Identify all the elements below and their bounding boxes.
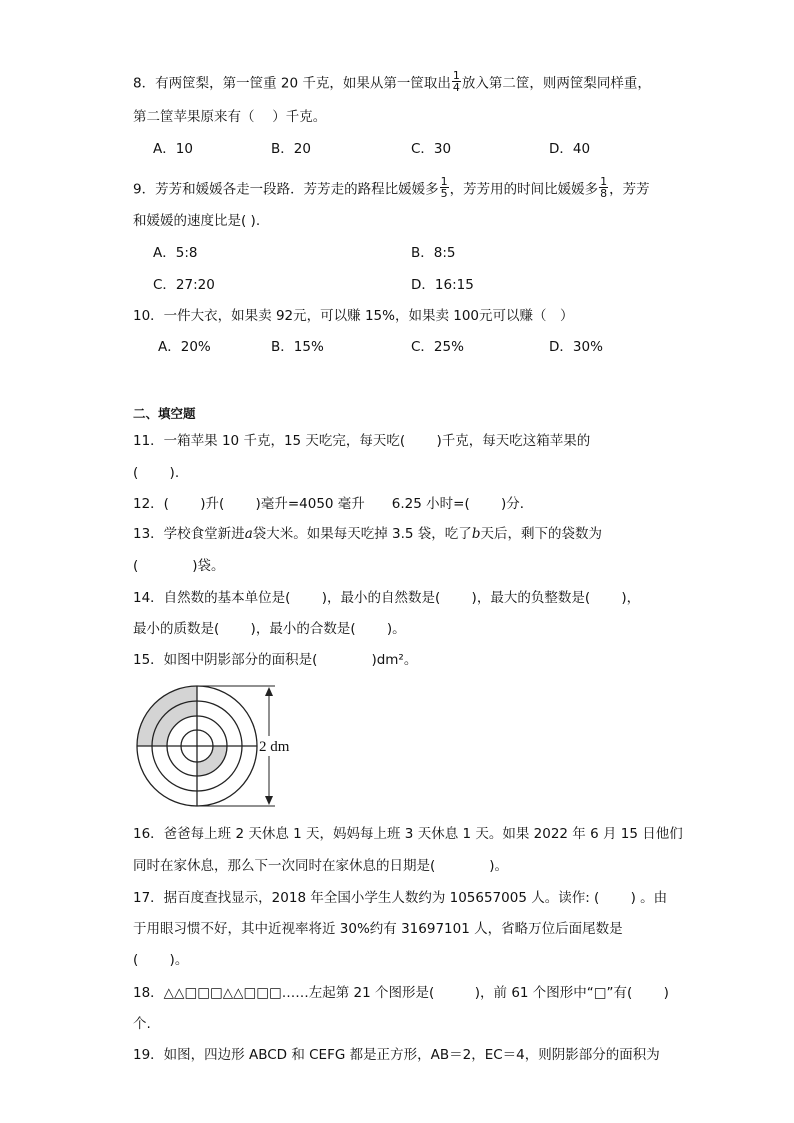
q14-line1: 14．自然数的基本单位是( )，最小的自然数是( )，最大的负整数是( )， [133, 590, 641, 606]
q13-text-c: 天后，剩下的袋数为 [480, 526, 602, 542]
q9-text-a: 9．芳芳和媛媛各走一段路．芳芳走的路程比媛媛多 [133, 181, 439, 198]
q10-line1: 10．一件大衣，如果卖 92元，可以赚 15%，如果卖 100元可以赚（ ） [133, 308, 574, 324]
q19-line1: 19．如图，四边形 ABCD 和 CEFG 都是正方形，AB＝2，EC＝4，则阴影部分的面积为 [133, 1047, 660, 1063]
q11-line1: 11．一箱苹果 10 千克，15 天吃完，每天吃( )千克，每天吃这箱苹果的 [133, 433, 591, 449]
dimension-label: 2 dm [259, 739, 290, 755]
q9-fraction-2: $\frac{1}{8}$ [600, 175, 608, 200]
q8-text-a: 8．有两筐梨，第一筐重 20 千克，如果从第一筐取出 [133, 75, 451, 92]
q9-line1 [133, 175, 650, 201]
q15-line1: 15．如图中阴影部分的面积是( )dm²。 [133, 652, 418, 668]
q8-line1 [133, 69, 651, 95]
q13-var-b: b [471, 526, 481, 542]
q9-line2: 和媛媛的速度比是( ). [133, 213, 261, 229]
q17-line1: 17．据百度查找显示，2018 年全国小学生人数约为 105657005 人。读作: ( ) 。由 [133, 890, 668, 906]
dimension-arrow-up [265, 687, 273, 696]
q12-line1: 12．( )升( )毫升=4050 毫升 6.25 小时=( )分． [133, 496, 534, 512]
q8-line2: 第二筐苹果原来有（ ）千克。 [133, 109, 327, 125]
q16-line1: 16．爸爸每上班 2 天休息 1 天，妈妈每上班 3 天休息 1 天。如果 2022 年 6 月 15 日他们 [133, 826, 683, 842]
q8-option-b: B．20 [271, 141, 311, 157]
q9-option-b: B．8:5 [411, 245, 456, 261]
q9-option-c: C．27:20 [153, 277, 215, 293]
q8-option-c: C．30 [411, 141, 452, 157]
q8-text-b: 放入第二筐，则两筐梨同样重， [461, 75, 651, 92]
q10-option-c: C．25% [411, 339, 464, 355]
dimension-arrow-down [265, 796, 273, 805]
q9-option-a: A．5:8 [153, 245, 198, 261]
q10-option-a: A．20% [158, 339, 211, 355]
q9-text-c: ，芳芳 [609, 181, 650, 198]
q13-text-a: 13．学校食堂新进 [133, 526, 245, 542]
q18-line1: 18．△△□□□△△□□□……左起第 21 个图形是( )，前 61 个图形中“□”有( ) [133, 985, 669, 1001]
q13-text-b: 袋大米。如果每天吃掉 3.5 袋，吃了 [252, 526, 472, 542]
q13-line1 [133, 525, 602, 543]
q17-line2: 于用眼习惯不好，其中近视率将近 30%约有 31697101 人，省略万位后面尾数是 [133, 921, 623, 937]
q9-option-d: D．16:15 [411, 277, 474, 293]
q10-option-b: B．15% [271, 339, 324, 355]
q10-option-d: D．30% [549, 339, 603, 355]
shaded-outer-ring-sector [137, 686, 197, 746]
q16-line2: 同时在家休息，那么下一次同时在家休息的日期是( )。 [133, 858, 509, 874]
section-heading-fill-in: 二、填空题 [133, 406, 196, 421]
q13-var-a: a [244, 526, 253, 542]
q8-option-a: A．10 [153, 141, 193, 157]
q8-option-d: D．40 [549, 141, 591, 157]
q9-text-b: ，芳芳用的时间比媛媛多 [449, 181, 599, 198]
q11-line2: ( ). [133, 465, 180, 481]
q8-fraction: $\frac{1}{4}$ [452, 69, 460, 94]
q14-line2: 最小的质数是( )，最小的合数是( )。 [133, 621, 406, 637]
q13-line2: ( )袋。 [133, 558, 225, 574]
q17-line3: ( )。 [133, 952, 189, 968]
q9-fraction-1: $\frac{1}{5}$ [440, 175, 448, 200]
q15-figure [133, 680, 303, 812]
q18-line2: 个. [133, 1016, 151, 1032]
